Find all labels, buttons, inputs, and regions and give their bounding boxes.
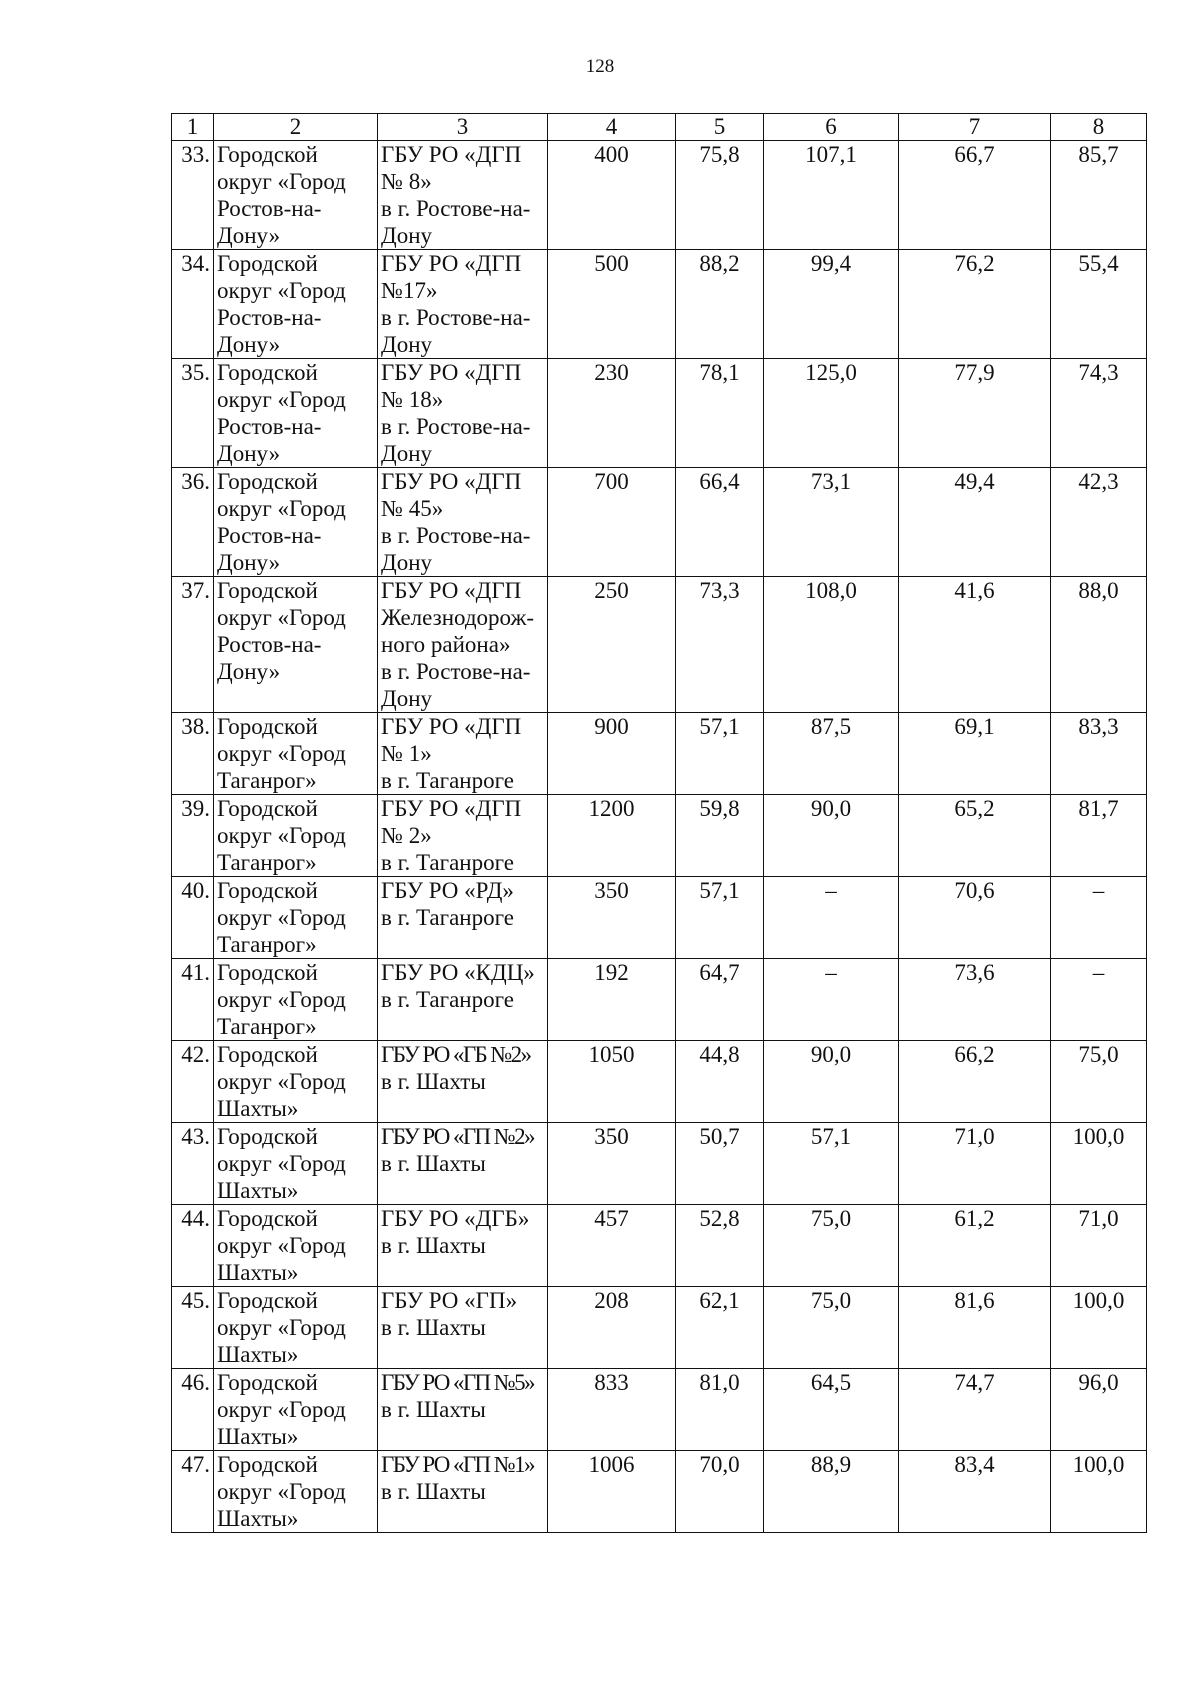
- territory-line: Дону»: [217, 223, 281, 248]
- territory-line: Городской: [217, 142, 318, 167]
- organization-cell: [378, 1369, 548, 1451]
- organization-cell: [378, 1451, 548, 1533]
- column-header: 8: [1051, 114, 1147, 141]
- organization-line: Дону: [381, 550, 432, 575]
- territory-line: Шахты»: [217, 1424, 299, 1449]
- value-cell-col-5: 57,1: [676, 713, 764, 795]
- value-cell-col-7: 74,7: [899, 1369, 1051, 1451]
- value-cell-col-8: 55,4: [1051, 250, 1147, 359]
- value-cell-col-4: 457: [548, 1205, 676, 1287]
- organization-line: ГБУ РО «ГБ №2»: [381, 1042, 531, 1067]
- territory-cell: [214, 468, 378, 577]
- value-cell-col-8: –: [1051, 959, 1147, 1041]
- row-number-cell: 35.: [172, 359, 214, 468]
- territory-line: Городской: [217, 1042, 318, 1067]
- territory-line: Городской: [217, 1124, 318, 1149]
- organization-line: № 1»: [381, 741, 432, 766]
- territory-cell: [214, 359, 378, 468]
- territory-line: Ростов-на-: [217, 523, 322, 548]
- column-header: 3: [378, 114, 548, 141]
- table-row: [172, 1123, 1147, 1205]
- table-row: [172, 250, 1147, 359]
- territory-cell: [214, 1041, 378, 1123]
- territory-line: округ «Город: [217, 169, 346, 194]
- organization-line: № 2»: [381, 823, 432, 848]
- organization-cell: [378, 1123, 548, 1205]
- organization-line: ГБУ РО «ГП №5»: [381, 1370, 534, 1395]
- value-cell-col-7: 66,2: [899, 1041, 1051, 1123]
- value-cell-col-8: 85,7: [1051, 141, 1147, 250]
- territory-cell: [214, 877, 378, 959]
- value-cell-col-8: 100,0: [1051, 1123, 1147, 1205]
- territory-line: округ «Город: [217, 1151, 346, 1176]
- value-cell-col-6: 88,9: [764, 1451, 899, 1533]
- organization-cell: [378, 577, 548, 713]
- organization-line: в г. Ростове-на-: [381, 523, 531, 548]
- territory-line: Городской: [217, 251, 318, 276]
- organization-line: № 18»: [381, 387, 444, 412]
- value-cell-col-7: 49,4: [899, 468, 1051, 577]
- table-row: [172, 468, 1147, 577]
- territory-line: Ростов-на-: [217, 632, 322, 657]
- table-row: [172, 141, 1147, 250]
- organization-cell: [378, 141, 548, 250]
- territory-cell: [214, 141, 378, 250]
- organization-line: в г. Ростове-на-: [381, 196, 531, 221]
- table-header-row: [172, 114, 1147, 141]
- row-number-cell: 45.: [172, 1287, 214, 1369]
- value-cell-col-5: 50,7: [676, 1123, 764, 1205]
- value-cell-col-4: 192: [548, 959, 676, 1041]
- organization-line: № 45»: [381, 496, 444, 521]
- organization-line: №17»: [381, 278, 438, 303]
- value-cell-col-5: 59,8: [676, 795, 764, 877]
- value-cell-col-8: 81,7: [1051, 795, 1147, 877]
- territory-cell: [214, 1287, 378, 1369]
- territory-line: Городской: [217, 1206, 318, 1231]
- value-cell-col-5: 78,1: [676, 359, 764, 468]
- organization-cell: [378, 795, 548, 877]
- organization-cell: [378, 713, 548, 795]
- territory-cell: [214, 577, 378, 713]
- territory-line: Ростов-на-: [217, 414, 322, 439]
- value-cell-col-8: 71,0: [1051, 1205, 1147, 1287]
- organization-line: № 8»: [381, 169, 432, 194]
- territory-line: округ «Город: [217, 987, 346, 1012]
- territory-line: Шахты»: [217, 1178, 299, 1203]
- organization-line: Дону: [381, 686, 432, 711]
- value-cell-col-8: –: [1051, 877, 1147, 959]
- territory-cell: [214, 1123, 378, 1205]
- territory-line: Таганрог»: [217, 768, 317, 793]
- value-cell-col-4: 500: [548, 250, 676, 359]
- column-header: 4: [548, 114, 676, 141]
- territory-line: Городской: [217, 714, 318, 739]
- organization-line: в г. Шахты: [381, 1479, 486, 1504]
- territory-line: Таганрог»: [217, 1014, 317, 1039]
- territory-cell: [214, 1369, 378, 1451]
- value-cell-col-7: 41,6: [899, 577, 1051, 713]
- row-number-cell: 43.: [172, 1123, 214, 1205]
- value-cell-col-5: 81,0: [676, 1369, 764, 1451]
- territory-line: округ «Город: [217, 741, 346, 766]
- column-header: 1: [172, 114, 214, 141]
- value-cell-col-6: 108,0: [764, 577, 899, 713]
- organization-line: ГБУ РО «РД»: [381, 878, 514, 903]
- territory-line: округ «Город: [217, 496, 346, 521]
- value-cell-col-5: 88,2: [676, 250, 764, 359]
- row-number-cell: 34.: [172, 250, 214, 359]
- value-cell-col-4: 1050: [548, 1041, 676, 1123]
- organization-line: в г. Таганроге: [381, 768, 514, 793]
- column-header: 5: [676, 114, 764, 141]
- row-number-cell: 41.: [172, 959, 214, 1041]
- territory-cell: [214, 959, 378, 1041]
- territory-line: округ «Город: [217, 1397, 346, 1422]
- value-cell-col-6: 125,0: [764, 359, 899, 468]
- row-number-cell: 36.: [172, 468, 214, 577]
- value-cell-col-4: 350: [548, 1123, 676, 1205]
- value-cell-col-6: 90,0: [764, 1041, 899, 1123]
- value-cell-col-5: 70,0: [676, 1451, 764, 1533]
- value-cell-col-7: 77,9: [899, 359, 1051, 468]
- column-header: 2: [214, 114, 378, 141]
- territory-line: округ «Город: [217, 823, 346, 848]
- value-cell-col-6: 75,0: [764, 1205, 899, 1287]
- value-cell-col-4: 400: [548, 141, 676, 250]
- table-row: [172, 959, 1147, 1041]
- territory-line: Городской: [217, 469, 318, 494]
- value-cell-col-8: 83,3: [1051, 713, 1147, 795]
- value-cell-col-6: 57,1: [764, 1123, 899, 1205]
- value-cell-col-6: 107,1: [764, 141, 899, 250]
- value-cell-col-6: –: [764, 959, 899, 1041]
- territory-line: Таганрог»: [217, 850, 317, 875]
- value-cell-col-4: 900: [548, 713, 676, 795]
- value-cell-col-8: 100,0: [1051, 1451, 1147, 1533]
- organization-line: ГБУ РО «ДГП: [381, 142, 522, 167]
- value-cell-col-8: 42,3: [1051, 468, 1147, 577]
- organization-line: Железнодорож-: [381, 605, 535, 630]
- organization-cell: [378, 1041, 548, 1123]
- organization-cell: [378, 1287, 548, 1369]
- value-cell-col-5: 62,1: [676, 1287, 764, 1369]
- territory-line: Городской: [217, 1370, 318, 1395]
- value-cell-col-4: 250: [548, 577, 676, 713]
- data-table: [171, 113, 1147, 1533]
- organization-cell: [378, 359, 548, 468]
- value-cell-col-7: 70,6: [899, 877, 1051, 959]
- organization-line: в г. Ростове-на-: [381, 414, 531, 439]
- territory-cell: [214, 713, 378, 795]
- value-cell-col-8: 88,0: [1051, 577, 1147, 713]
- value-cell-col-6: 64,5: [764, 1369, 899, 1451]
- table-row: [172, 1369, 1147, 1451]
- territory-line: округ «Город: [217, 605, 346, 630]
- value-cell-col-5: 66,4: [676, 468, 764, 577]
- value-cell-col-5: 64,7: [676, 959, 764, 1041]
- organization-line: в г. Шахты: [381, 1151, 486, 1176]
- organization-cell: [378, 959, 548, 1041]
- table-row: [172, 713, 1147, 795]
- value-cell-col-6: 99,4: [764, 250, 899, 359]
- territory-line: округ «Город: [217, 1069, 346, 1094]
- value-cell-col-8: 100,0: [1051, 1287, 1147, 1369]
- value-cell-col-5: 57,1: [676, 877, 764, 959]
- row-number-cell: 37.: [172, 577, 214, 713]
- value-cell-col-4: 208: [548, 1287, 676, 1369]
- organization-line: ГБУ РО «ДГП: [381, 578, 522, 603]
- territory-line: Таганрог»: [217, 932, 317, 957]
- territory-line: Городской: [217, 878, 318, 903]
- organization-line: в г. Шахты: [381, 1069, 486, 1094]
- territory-line: Шахты»: [217, 1506, 299, 1531]
- value-cell-col-7: 69,1: [899, 713, 1051, 795]
- row-number-cell: 38.: [172, 713, 214, 795]
- value-cell-col-4: 350: [548, 877, 676, 959]
- value-cell-col-5: 52,8: [676, 1205, 764, 1287]
- value-cell-col-8: 74,3: [1051, 359, 1147, 468]
- value-cell-col-4: 1200: [548, 795, 676, 877]
- organization-line: ГБУ РО «КДЦ»: [381, 960, 535, 985]
- territory-cell: [214, 1205, 378, 1287]
- territory-line: Дону»: [217, 441, 281, 466]
- value-cell-col-8: 75,0: [1051, 1041, 1147, 1123]
- territory-line: округ «Город: [217, 905, 346, 930]
- organization-cell: [378, 468, 548, 577]
- row-number-cell: 39.: [172, 795, 214, 877]
- organization-line: в г. Таганроге: [381, 850, 514, 875]
- territory-line: округ «Город: [217, 1233, 346, 1258]
- territory-line: Ростов-на-: [217, 305, 322, 330]
- table-row: [172, 1287, 1147, 1369]
- row-number-cell: 40.: [172, 877, 214, 959]
- value-cell-col-7: 81,6: [899, 1287, 1051, 1369]
- organization-line: ГБУ РО «ГП №2»: [381, 1124, 534, 1149]
- organization-line: в г. Таганроге: [381, 905, 514, 930]
- territory-line: Дону»: [217, 332, 281, 357]
- value-cell-col-4: 700: [548, 468, 676, 577]
- value-cell-col-7: 61,2: [899, 1205, 1051, 1287]
- organization-line: ГБУ РО «ДГП: [381, 796, 522, 821]
- territory-cell: [214, 250, 378, 359]
- territory-line: Ростов-на-: [217, 196, 322, 221]
- organization-line: ГБУ РО «ДГП: [381, 251, 522, 276]
- table-row: [172, 359, 1147, 468]
- territory-line: Дону»: [217, 550, 281, 575]
- table-row: [172, 795, 1147, 877]
- territory-line: Городской: [217, 1288, 318, 1313]
- organization-line: Дону: [381, 332, 432, 357]
- value-cell-col-4: 833: [548, 1369, 676, 1451]
- value-cell-col-5: 73,3: [676, 577, 764, 713]
- page-number: 128: [585, 56, 615, 77]
- organization-line: Дону: [381, 223, 432, 248]
- territory-line: Городской: [217, 960, 318, 985]
- value-cell-col-4: 1006: [548, 1451, 676, 1533]
- value-cell-col-5: 44,8: [676, 1041, 764, 1123]
- value-cell-col-6: 90,0: [764, 795, 899, 877]
- organization-line: в г. Шахты: [381, 1233, 486, 1258]
- territory-line: Дону»: [217, 659, 281, 684]
- organization-line: ГБУ РО «ГП»: [381, 1288, 518, 1313]
- territory-line: Городской: [217, 1452, 318, 1477]
- row-number-cell: 33.: [172, 141, 214, 250]
- organization-line: в г. Таганроге: [381, 987, 514, 1012]
- value-cell-col-7: 76,2: [899, 250, 1051, 359]
- value-cell-col-6: 73,1: [764, 468, 899, 577]
- organization-line: ГБУ РО «ДГП: [381, 469, 522, 494]
- organization-line: ГБУ РО «ДГП: [381, 714, 522, 739]
- column-header: 6: [764, 114, 899, 141]
- territory-line: Шахты»: [217, 1096, 299, 1121]
- organization-cell: [378, 877, 548, 959]
- organization-line: в г. Шахты: [381, 1315, 486, 1340]
- value-cell-col-7: 66,7: [899, 141, 1051, 250]
- territory-line: Шахты»: [217, 1342, 299, 1367]
- territory-line: округ «Город: [217, 1315, 346, 1340]
- territory-line: Городской: [217, 360, 318, 385]
- value-cell-col-6: –: [764, 877, 899, 959]
- row-number-cell: 44.: [172, 1205, 214, 1287]
- organization-line: Дону: [381, 441, 432, 466]
- territory-line: округ «Город: [217, 1479, 346, 1504]
- value-cell-col-7: 65,2: [899, 795, 1051, 877]
- territory-line: Шахты»: [217, 1260, 299, 1285]
- organization-line: ГБУ РО «ДГБ»: [381, 1206, 530, 1231]
- value-cell-col-8: 96,0: [1051, 1369, 1147, 1451]
- organization-line: ного района»: [381, 632, 511, 657]
- column-header: 7: [899, 114, 1051, 141]
- value-cell-col-6: 75,0: [764, 1287, 899, 1369]
- table-row: [172, 1041, 1147, 1123]
- value-cell-col-4: 230: [548, 359, 676, 468]
- value-cell-col-7: 73,6: [899, 959, 1051, 1041]
- organization-cell: [378, 250, 548, 359]
- organization-line: в г. Шахты: [381, 1397, 486, 1422]
- organization-line: в г. Ростове-на-: [381, 305, 531, 330]
- territory-line: Городской: [217, 578, 318, 603]
- territory-line: округ «Город: [217, 278, 346, 303]
- territory-cell: [214, 1451, 378, 1533]
- table-row: [172, 877, 1147, 959]
- value-cell-col-6: 87,5: [764, 713, 899, 795]
- territory-line: округ «Город: [217, 387, 346, 412]
- table-row: [172, 577, 1147, 713]
- row-number-cell: 42.: [172, 1041, 214, 1123]
- value-cell-col-7: 83,4: [899, 1451, 1051, 1533]
- table-row: [172, 1205, 1147, 1287]
- table-row: [172, 1451, 1147, 1533]
- organization-line: ГБУ РО «ГП №1»: [381, 1452, 534, 1477]
- row-number-cell: 46.: [172, 1369, 214, 1451]
- organization-line: в г. Ростове-на-: [381, 659, 531, 684]
- territory-line: Городской: [217, 796, 318, 821]
- row-number-cell: 47.: [172, 1451, 214, 1533]
- territory-cell: [214, 795, 378, 877]
- table-body: [172, 141, 1147, 1533]
- value-cell-col-7: 71,0: [899, 1123, 1051, 1205]
- organization-line: ГБУ РО «ДГП: [381, 360, 522, 385]
- value-cell-col-5: 75,8: [676, 141, 764, 250]
- organization-cell: [378, 1205, 548, 1287]
